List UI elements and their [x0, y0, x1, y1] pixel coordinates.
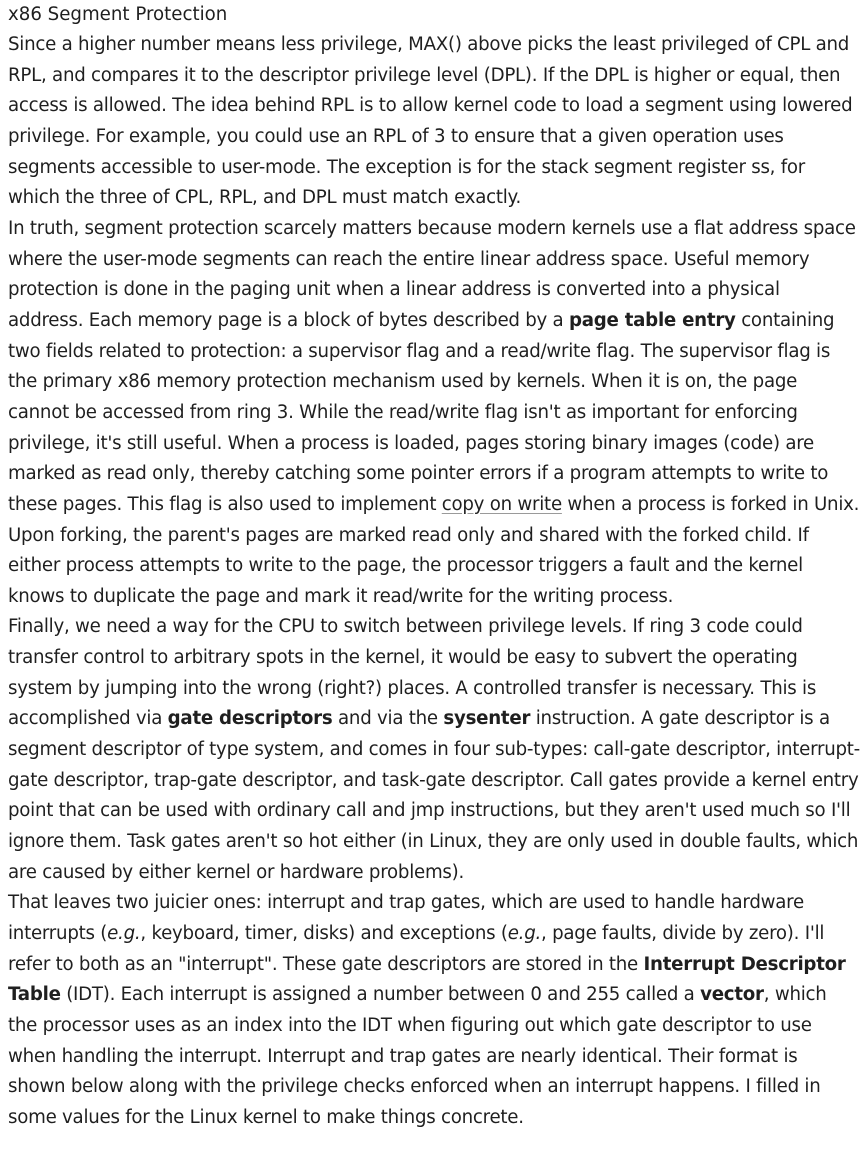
- page-title: x86 Segment Protection: [8, 4, 228, 25]
- term-interrupt-descriptor-table: Interrupt Descriptor Table: [8, 953, 846, 1006]
- paragraph-2-text-2: containing two fields related to protection: a supervisor flag and a read/write flag. The supervisor flag is the primary x86 memory protection mechanism used by kernels. When it is on, the page cannot be accessed from ring 3. While the read/write flag isn't as important for enforcing privilege, it's still useful. When a process is loaded, pages storing binary images (code) are marked as read only, thereby catching some pointer errors if a program attempts to write to these pages. This flag is also used to implement: [8, 309, 835, 515]
- paragraph-4: [8, 888, 860, 1133]
- paragraph-1: Since a higher number means less privilege, MAX() above picks the least privileged of CPL and RPL, and compares it to the descriptor privilege level (DPL). If the DPL is higher or equal, then access is allowed. The idea behind RPL is to allow kernel code to load a segment using lowered privilege. For example, you could use an RPL of 3 to ensure that a given operation uses segments accessible to user-mode. The exception is for the stack segment register ss, for which the three of CPL, RPL, and DPL must match exactly.: [8, 34, 853, 209]
- paragraph-4-text-5: , which the processor uses as an index into the IDT when figuring out which gate descriptor to use when handling the interrupt. Interrupt and trap gates are nearly identical. Their format is shown below along with the privilege checks enforced when an interrupt happens. I filled in some values for the Linux kernel to make things concrete.: [8, 984, 827, 1128]
- paragraph-3-text-3: instruction. A gate descriptor is a segment descriptor of type system, and comes in four sub-types: call-gate descriptor, interrupt-gate descriptor, trap-gate descriptor, and task-gate descriptor. Call gates provide a kernel entry point that can be used with ordinary call and jmp instructions, but they aren't used much so I'll ignore them. Task gates aren't so hot either (in Linux, they are only used in double faults, which are caused by either kernel or hardware problems).: [8, 708, 860, 883]
- abbrev-eg-2: e.g.: [507, 923, 542, 945]
- paragraph-3: [8, 612, 860, 888]
- paragraph-2-text-1: In truth, segment protection scarcely matters because modern kernels use a flat address space where the user-mode segments can reach the entire linear address space. Useful memory protection is done in the paging unit when a linear address is converted into a physical address. Each memory page is a block of bytes described by a: [8, 217, 856, 331]
- term-sysenter: sysenter: [443, 708, 531, 730]
- paragraph-4-text-4: (IDT). Each interrupt is assigned a number between 0 and 255 called a: [60, 984, 701, 1006]
- copy-on-write-link[interactable]: copy on write: [441, 493, 562, 515]
- abbrev-eg-1: e.g.: [107, 923, 141, 945]
- paragraph-3-text-1: Finally, we need a way for the CPU to switch between privilege levels. If ring 3 code could transfer control to arbitrary spots in the kernel, it would be easy to subvert the operating system by jumping into the wrong (right?) places. A controlled transfer is necessary. This is accomplished via: [8, 616, 817, 730]
- paragraph-2-text-3: when a process is forked in Unix. Upon forking, the parent's pages are marked read only and shared with the forked child. If either process attempts to write to the page, the processor triggers a fault and the kernel knows to duplicate the page and mark it read/write for the writing process.: [8, 493, 860, 607]
- paragraph-4-text-3: , page faults, divide by zero). I'll refer to both as an "interrupt". These gate descriptors are stored in the: [8, 923, 825, 975]
- paragraph-4-text-2: , keyboard, timer, disks) and exceptions (: [140, 923, 508, 945]
- paragraph-3-text-2: and via the: [332, 708, 444, 730]
- paragraph-4-text-1: That leaves two juicier ones: interrupt and trap gates, which are used to handle hardware interrupts (: [8, 892, 804, 945]
- term-page-table-entry: page table entry: [568, 309, 736, 331]
- term-gate-descriptors: gate descriptors: [167, 708, 333, 730]
- term-vector: vector: [700, 984, 764, 1006]
- paragraph-2: [8, 214, 860, 613]
